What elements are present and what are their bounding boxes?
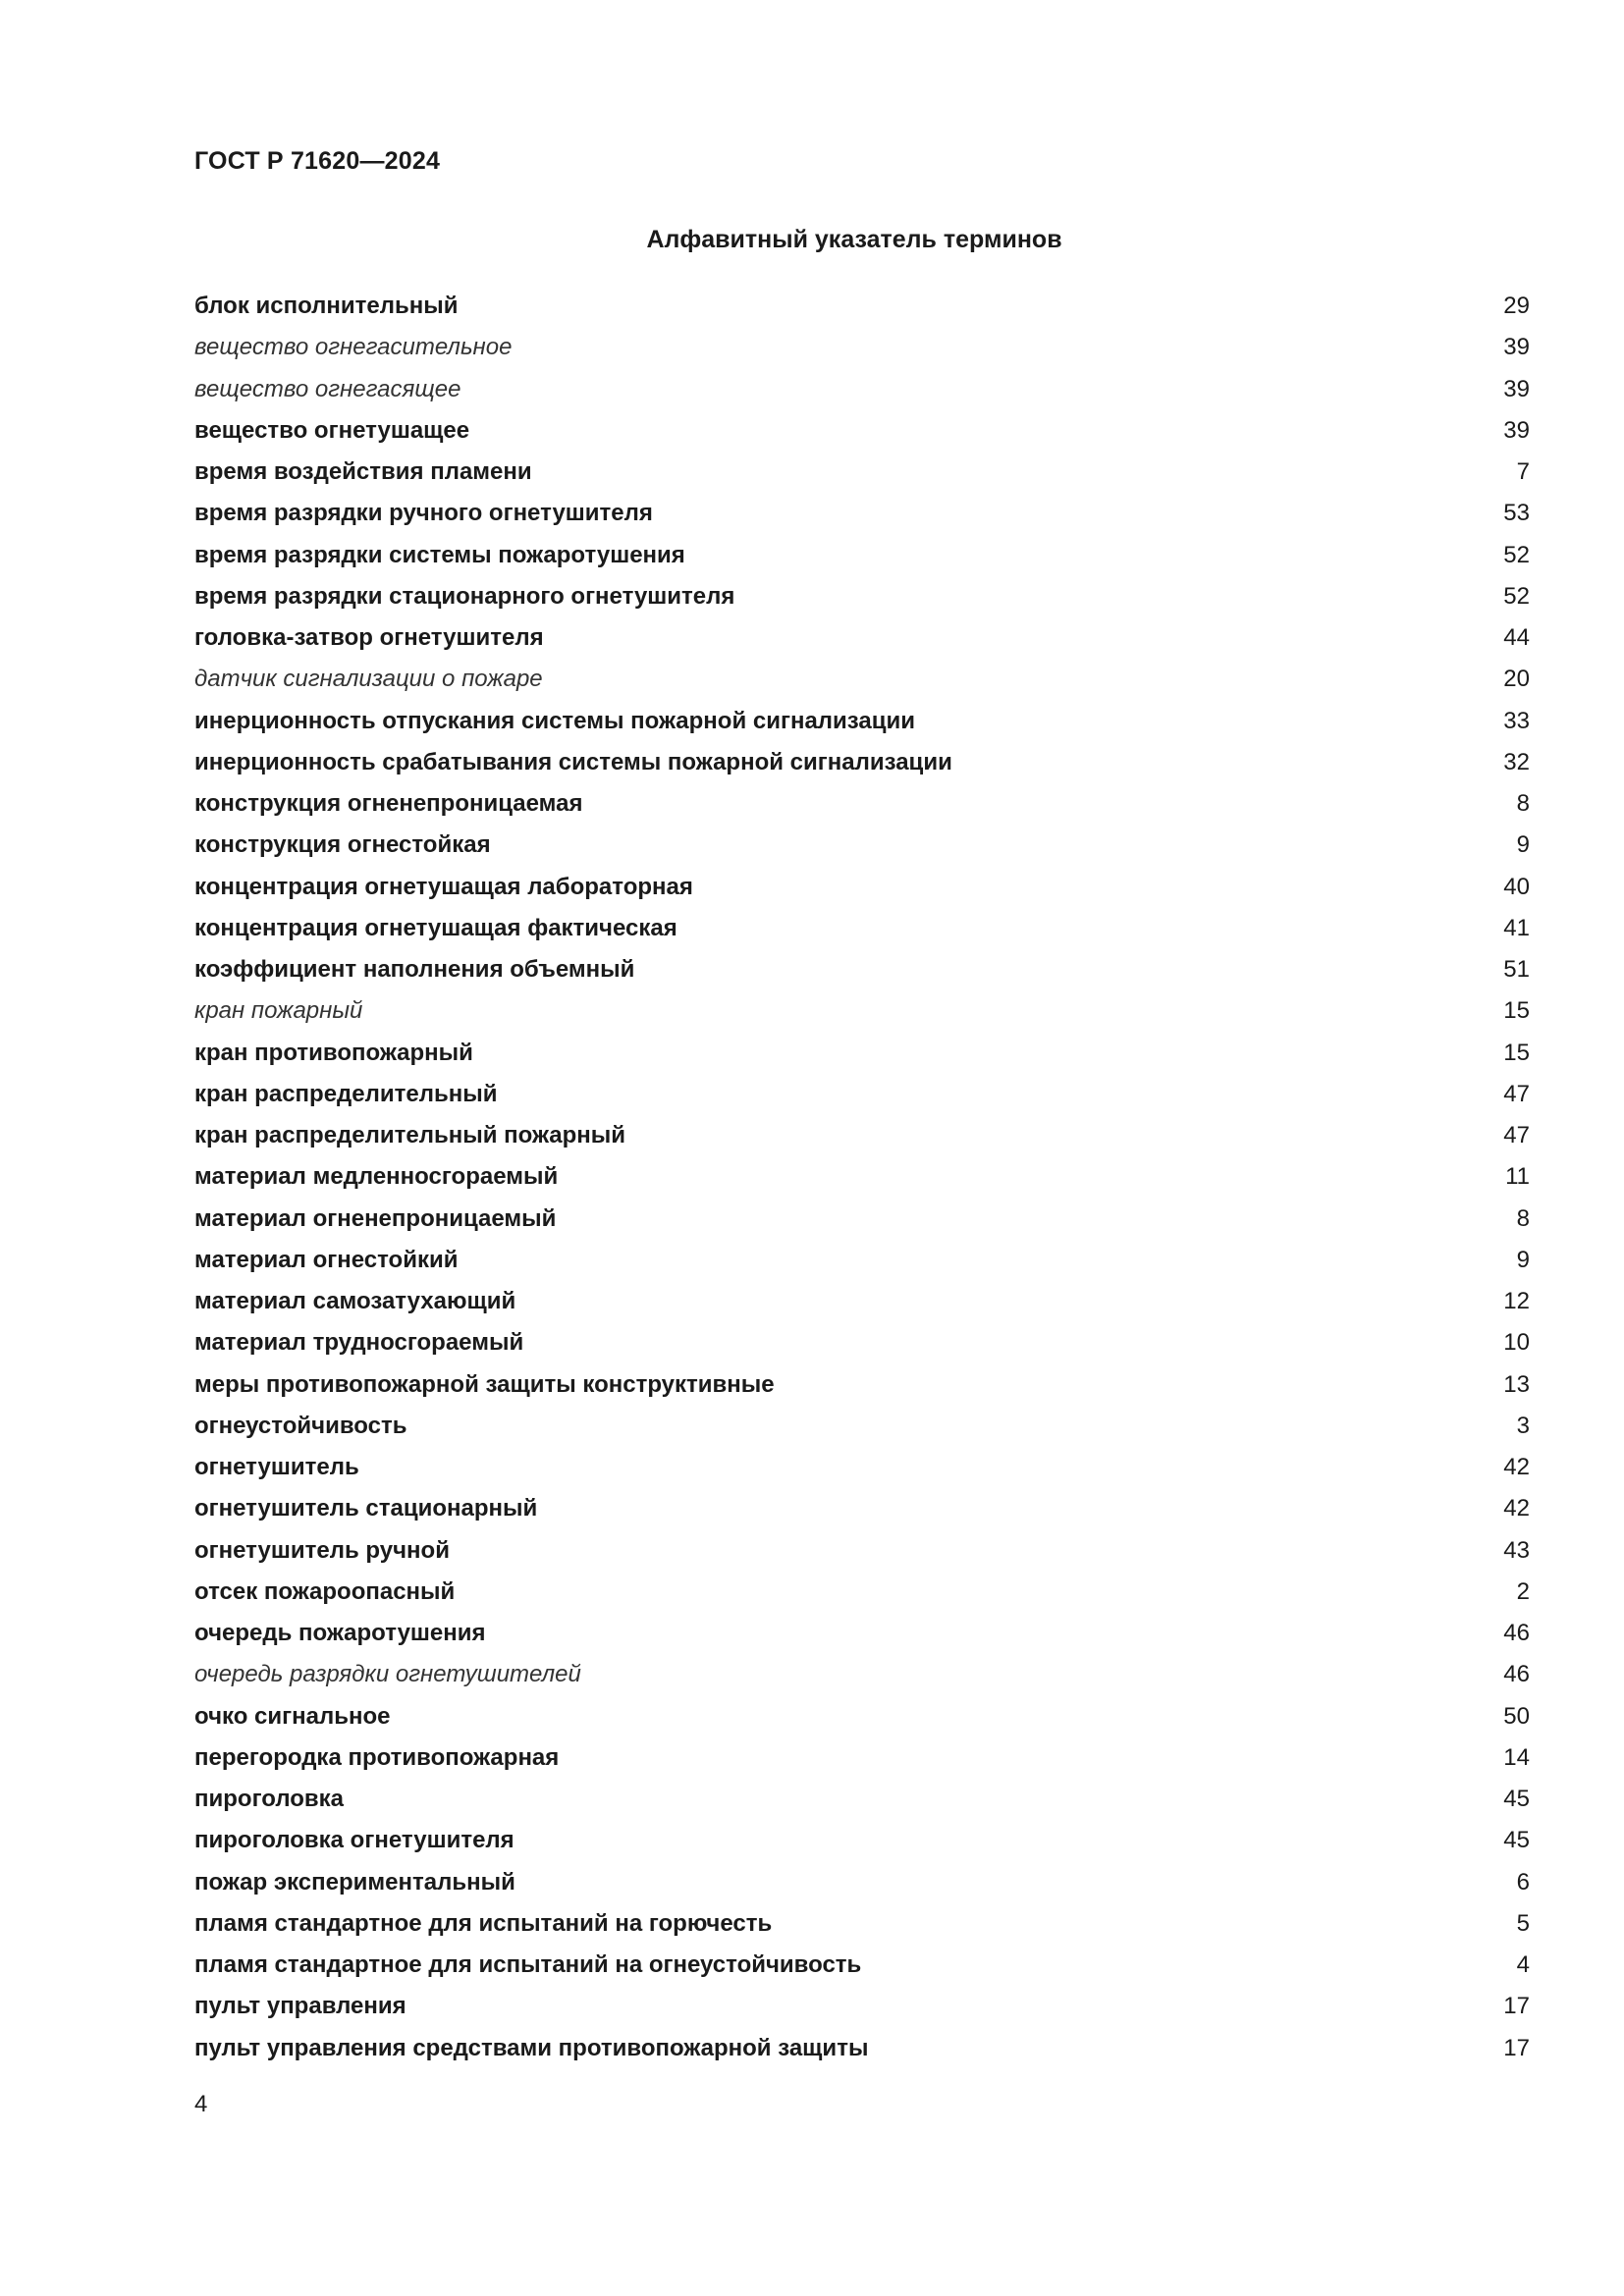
index-term: пламя стандартное для испытаний на горючесть <box>194 1909 773 1937</box>
index-entry <box>194 915 1530 956</box>
section-title: Алфавитный указатель терминов <box>646 226 1062 253</box>
index-entry <box>194 500 1530 541</box>
index-term: пламя стандартное для испытаний на огнеустойчивость <box>194 1951 862 1978</box>
page-number: 4 <box>194 2091 208 2117</box>
index-term-page: 47 <box>1503 1122 1530 1148</box>
index-term-page: 47 <box>1503 1080 1530 1107</box>
index-term: огнетушитель стационарный <box>194 1495 538 1522</box>
index-entry <box>194 1661 1530 1702</box>
index-term: пульт управления средствами противопожарной защиты <box>194 2034 869 2061</box>
index-term-page: 15 <box>1503 1039 1530 1066</box>
index-term-page: 42 <box>1503 1454 1530 1480</box>
index-term: кран распределительный пожарный <box>194 1122 626 1148</box>
index-entry <box>194 1703 1530 1744</box>
index-term: конструкция огненепроницаемая <box>194 790 583 817</box>
index-entry <box>194 790 1530 831</box>
index-entry <box>194 1951 1530 1993</box>
index-entry <box>194 1578 1530 1620</box>
index-entry <box>194 624 1530 666</box>
index-entry <box>194 417 1530 458</box>
index-term: очередь разрядки огнетушителей <box>194 1661 581 1688</box>
index-term-page: 11 <box>1505 1163 1530 1191</box>
index-term-page: 9 <box>1516 831 1530 859</box>
index-entry <box>194 583 1530 624</box>
index-entry <box>194 749 1530 790</box>
index-entry <box>194 1122 1530 1163</box>
index-term: перегородка противопожарная <box>194 1743 560 1771</box>
index-entry <box>194 1827 1530 1868</box>
index-term-page: 45 <box>1503 1786 1530 1812</box>
index-term: вещество огнегасительное <box>194 334 513 361</box>
index-term: головка-затвор огнетушителя <box>194 624 544 651</box>
index-term: материал самозатухающий <box>194 1288 516 1314</box>
index-term-page: 17 <box>1503 1993 1530 2020</box>
index-term-page: 40 <box>1503 873 1530 900</box>
index-term: кран пожарный <box>194 997 363 1025</box>
index-term-page: 46 <box>1503 1661 1530 1688</box>
index-term-page: 10 <box>1503 1329 1530 1357</box>
index-term: кран распределительный <box>194 1080 498 1107</box>
index-entry <box>194 1413 1530 1454</box>
index-term: пожар экспериментальный <box>194 1868 515 1896</box>
index-term-page: 52 <box>1503 541 1530 568</box>
index-term-page: 20 <box>1503 666 1530 693</box>
index-term-page: 7 <box>1516 458 1530 485</box>
index-entry <box>194 1495 1530 1536</box>
index-term-page: 46 <box>1503 1620 1530 1646</box>
index-term: коэффициент наполнения объемный <box>194 956 635 983</box>
index-term-page: 29 <box>1503 293 1530 319</box>
index-entry <box>194 1910 1530 1951</box>
index-term: очередь пожаротушения <box>194 1620 486 1646</box>
index-entry <box>194 1744 1530 1786</box>
index-entry <box>194 1163 1530 1204</box>
index-term-page: 39 <box>1503 334 1530 361</box>
index-term-page: 39 <box>1503 375 1530 402</box>
index-term: вещество огнетушащее <box>194 416 470 444</box>
index-term: вещество огнегасящее <box>194 375 461 402</box>
index-entry <box>194 1620 1530 1661</box>
index-term-page: 13 <box>1503 1370 1530 1398</box>
index-term: пульт управления <box>194 1993 406 2020</box>
index-term-page: 41 <box>1503 914 1530 941</box>
index-entry <box>194 708 1530 749</box>
index-term-page: 39 <box>1503 416 1530 444</box>
index-entry <box>194 666 1530 707</box>
index-term-page: 6 <box>1516 1868 1530 1896</box>
index-term-page: 42 <box>1503 1495 1530 1522</box>
index-term: время разрядки стационарного огнетушителя <box>194 582 735 610</box>
index-term: материал огнестойкий <box>194 1246 459 1273</box>
index-term-page: 32 <box>1503 748 1530 775</box>
index-term-page: 53 <box>1503 500 1530 527</box>
index-entry <box>194 1993 1530 2034</box>
index-term: инерционность отпускания системы пожарной сигнализации <box>194 707 916 734</box>
index-term-page: 3 <box>1516 1412 1530 1439</box>
term-index-list <box>194 293 1530 2076</box>
index-term: пироголовка огнетушителя <box>194 1827 514 1854</box>
index-entry <box>194 1081 1530 1122</box>
index-term-page: 2 <box>1516 1577 1530 1605</box>
index-term-page: 5 <box>1516 1909 1530 1937</box>
index-term-page: 43 <box>1503 1536 1530 1564</box>
index-term: огнетушитель ручной <box>194 1536 450 1564</box>
index-term: материал медленносгораемый <box>194 1163 559 1191</box>
index-term-page: 12 <box>1503 1288 1530 1314</box>
index-entry <box>194 376 1530 417</box>
index-entry <box>194 874 1530 915</box>
index-term: меры противопожарной защиты конструктивные <box>194 1370 775 1398</box>
index-term: огнеустойчивость <box>194 1412 407 1439</box>
index-term-page: 52 <box>1503 582 1530 610</box>
index-entry <box>194 2035 1530 2076</box>
index-entry <box>194 1454 1530 1495</box>
index-entry <box>194 1247 1530 1288</box>
index-term: время воздействия пламени <box>194 458 532 485</box>
index-entry <box>194 1537 1530 1578</box>
index-term: пироголовка <box>194 1786 345 1812</box>
index-term-page: 50 <box>1503 1702 1530 1730</box>
index-term-page: 14 <box>1503 1743 1530 1771</box>
index-entry <box>194 1205 1530 1247</box>
index-term-page: 51 <box>1503 956 1530 983</box>
document-code: ГОСТ Р 71620—2024 <box>194 147 441 175</box>
index-term: инерционность срабатывания системы пожарной сигнализации <box>194 748 952 775</box>
index-entry <box>194 293 1530 334</box>
index-entry <box>194 1288 1530 1329</box>
index-term-page: 15 <box>1503 997 1530 1025</box>
index-entry <box>194 542 1530 583</box>
index-term: концентрация огнетушащая лабораторная <box>194 873 693 900</box>
index-term: кран противопожарный <box>194 1039 473 1066</box>
index-term-page: 4 <box>1516 1951 1530 1978</box>
index-entry <box>194 1371 1530 1413</box>
index-term: блок исполнительный <box>194 293 459 319</box>
index-term-page: 8 <box>1516 790 1530 817</box>
index-entry <box>194 831 1530 873</box>
index-term: материал огненепроницаемый <box>194 1204 557 1232</box>
index-term-page: 9 <box>1516 1246 1530 1273</box>
index-term: время разрядки системы пожаротушения <box>194 541 685 568</box>
index-term: материал трудносгораемый <box>194 1329 524 1357</box>
index-entry <box>194 1040 1530 1081</box>
index-term-page: 33 <box>1503 707 1530 734</box>
index-term: огнетушитель <box>194 1454 359 1480</box>
index-term-page: 44 <box>1503 624 1530 651</box>
index-entry <box>194 1869 1530 1910</box>
index-term-page: 17 <box>1503 2034 1530 2061</box>
index-entry <box>194 956 1530 997</box>
index-term-page: 45 <box>1503 1827 1530 1854</box>
index-entry <box>194 458 1530 500</box>
index-term: время разрядки ручного огнетушителя <box>194 500 653 527</box>
index-term-page: 8 <box>1516 1204 1530 1232</box>
index-term: очко сигнальное <box>194 1702 391 1730</box>
index-term: датчик сигнализации о пожаре <box>194 666 543 693</box>
index-term: конструкция огнестойкая <box>194 831 491 859</box>
index-term: отсек пожароопасный <box>194 1577 456 1605</box>
index-entry <box>194 997 1530 1039</box>
index-entry <box>194 334 1530 375</box>
index-entry <box>194 1329 1530 1370</box>
index-entry <box>194 1786 1530 1827</box>
index-term: концентрация огнетушащая фактическая <box>194 914 677 941</box>
